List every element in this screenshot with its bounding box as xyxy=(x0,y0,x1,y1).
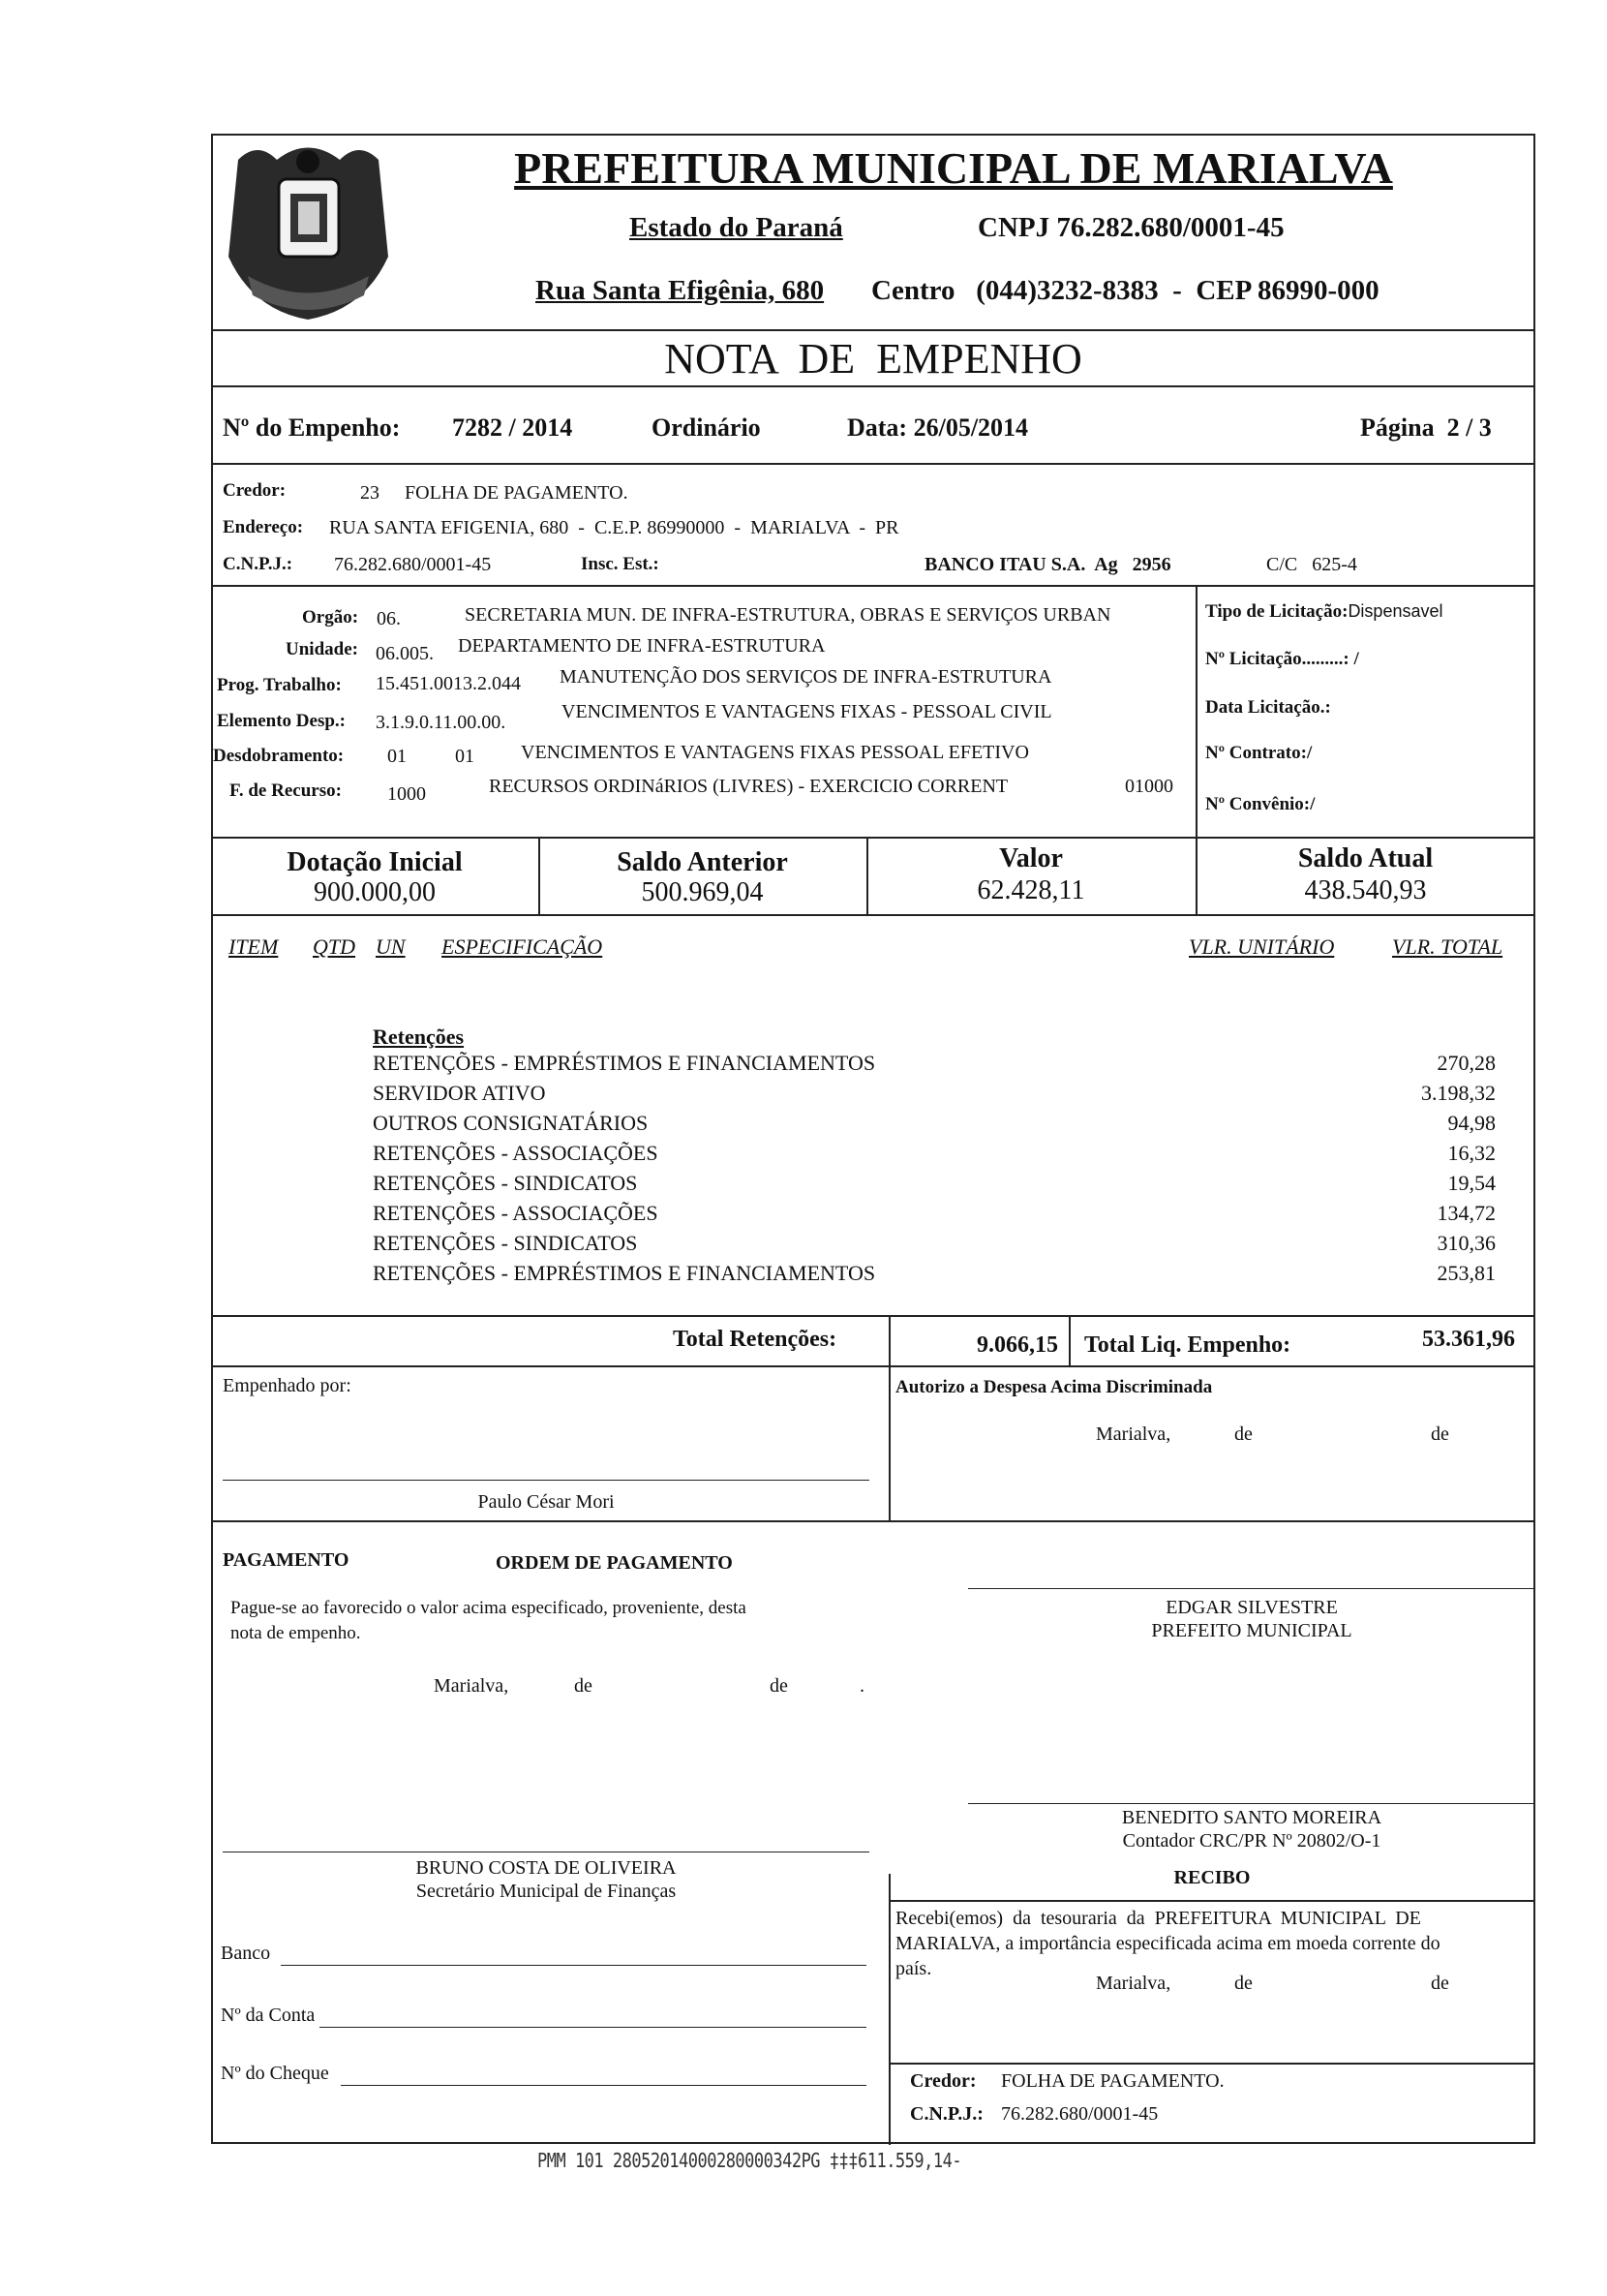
pagamento-de: de xyxy=(770,1675,788,1697)
dotacao-inicial-label: Dotação Inicial xyxy=(287,847,463,877)
licitacao-date: Data Licitação.: xyxy=(1205,697,1331,718)
state-name: Estado do Paraná xyxy=(629,212,843,243)
saldo-anterior-value: 500.969,04 xyxy=(641,877,764,907)
pagamento-city: Marialva, xyxy=(434,1675,509,1697)
retencao-desc: OUTROS CONSIGNATÁRIOS xyxy=(373,1111,649,1135)
divider xyxy=(889,1900,1535,1902)
credor-label: Credor: xyxy=(223,480,287,501)
pagamento-text: nota de empenho. xyxy=(230,1623,361,1643)
recurso-name: RECURSOS ORDINáRIOS (LIVRES) - EXERCICIO CORRENT xyxy=(489,776,1009,797)
desdobramento-name: VENCIMENTOS E VANTAGENS FIXAS PESSOAL EFETIVO xyxy=(521,742,1029,763)
recibo-text: MARIALVA, a importância especificada acima em moeda corrente do xyxy=(895,1933,1440,1954)
divider xyxy=(211,463,1535,465)
cheque-line xyxy=(341,2085,866,2086)
contrato-number: Nº Contrato:/ xyxy=(1205,743,1313,763)
recibo-title: RECIBO xyxy=(1173,1867,1251,1888)
divider xyxy=(211,1315,1535,1317)
retencoes-title: Retenções xyxy=(373,1025,465,1049)
saldo-anterior-label: Saldo Anterior xyxy=(617,847,788,877)
banco-label: Banco xyxy=(221,1943,271,1964)
retencao-value: 270,28 xyxy=(1437,1051,1496,1075)
recibo-text: país. xyxy=(895,1958,932,1979)
col-vlr-unitario: VLR. UNITÁRIO xyxy=(1189,934,1335,959)
pagamento-de: de xyxy=(574,1675,592,1697)
list-item xyxy=(373,1108,1496,1138)
credor-cnpj: 76.282.680/0001-45 xyxy=(334,554,492,575)
list-item xyxy=(373,1258,1496,1288)
secretario-role: Secretário Municipal de Finanças xyxy=(415,1881,677,1902)
divider xyxy=(889,2063,1535,2065)
list-item xyxy=(373,1048,1496,1078)
footer-cnpj-label: C.N.P.J.: xyxy=(910,2103,984,2125)
total-retencoes-label: Total Retenções: xyxy=(673,1327,837,1352)
total-retencoes-value: 9.066,15 xyxy=(977,1332,1058,1358)
autorizo-de: de xyxy=(1431,1424,1449,1445)
list-item xyxy=(373,1198,1496,1228)
unidade-name: DEPARTAMENTO DE INFRA-ESTRUTURA xyxy=(458,635,826,657)
divider xyxy=(211,329,1535,331)
unidade-code: 06.005. xyxy=(376,643,434,664)
coat-of-arms-logo xyxy=(219,140,398,324)
header-cnpj: CNPJ 76.282.680/0001-45 xyxy=(978,212,1285,243)
desdobramento-code: 01 xyxy=(387,746,407,767)
elemento-label: Elemento Desp.: xyxy=(217,711,346,731)
prog-code: 15.451.0013.2.044 xyxy=(376,673,521,694)
autorizo-city: Marialva, xyxy=(1096,1424,1171,1445)
retencao-desc: RETENÇÕES - SINDICATOS xyxy=(373,1171,638,1195)
desdobramento-code: 01 xyxy=(455,746,474,767)
footer-credor-label: Credor: xyxy=(910,2070,977,2092)
retencao-desc: RETENÇÕES - EMPRÉSTIMOS E FINANCIAMENTOS xyxy=(373,1051,876,1075)
retencao-value: 134,72 xyxy=(1437,1201,1496,1225)
divider xyxy=(211,837,1535,839)
recibo-city: Marialva, xyxy=(1096,1973,1171,1994)
contador-name: BENEDITO SANTO MOREIRA xyxy=(1121,1807,1382,1828)
recibo-de: de xyxy=(1431,1973,1449,1994)
autorizo-de: de xyxy=(1234,1424,1253,1445)
header-contact: Centro (044)3232-8383 - CEP 86990-000 xyxy=(871,275,1380,306)
desdobramento-label: Desdobramento: xyxy=(213,746,345,766)
licitacao-type-value: Dispensavel xyxy=(1348,601,1443,621)
bank-info: BANCO ITAU S.A. Ag 2956 xyxy=(925,554,1171,575)
recurso-code-secondary: 01000 xyxy=(1125,776,1173,797)
recurso-label: F. de Recurso: xyxy=(229,781,342,801)
col-qtd: QTD xyxy=(313,934,356,959)
col-vlr-total: VLR. TOTAL xyxy=(1392,934,1503,959)
bank-account: C/C 625-4 xyxy=(1266,554,1357,575)
credor-address: RUA SANTA EFIGENIA, 680 - C.E.P. 86990000 - MARIALVA - PR xyxy=(329,517,899,538)
retencao-desc: RETENÇÕES - SINDICATOS xyxy=(373,1231,638,1255)
secretario-name: BRUNO COSTA DE OLIVEIRA xyxy=(415,1857,677,1879)
total-liq-label: Total Liq. Empenho: xyxy=(1084,1332,1291,1358)
orgao-label: Orgão: xyxy=(302,607,359,628)
retencao-desc: RETENÇÕES - ASSOCIAÇÕES xyxy=(373,1141,658,1165)
signature-line xyxy=(968,1803,1535,1804)
empenho-date: Data: 26/05/2014 xyxy=(847,413,1029,442)
list-item xyxy=(373,1078,1496,1108)
retencoes-list xyxy=(373,1048,1496,1288)
divider xyxy=(1069,1315,1071,1365)
banco-line xyxy=(281,1965,866,1966)
divider xyxy=(889,1874,891,2145)
pagamento-label: PAGAMENTO xyxy=(223,1549,349,1571)
empenho-label: Nº do Empenho: xyxy=(223,413,401,442)
orgao-code: 06. xyxy=(377,608,401,629)
conta-line xyxy=(319,2027,866,2028)
cnpj-label: C.N.P.J.: xyxy=(223,554,293,574)
retencao-desc: RETENÇÕES - EMPRÉSTIMOS E FINANCIAMENTOS xyxy=(373,1261,876,1285)
recibo-text: Recebi(emos) da tesouraria da PREFEITURA MUNICIPAL DE xyxy=(895,1908,1421,1929)
page-number: Página 2 / 3 xyxy=(1360,413,1492,442)
credor-code: 23 xyxy=(360,482,379,504)
list-item xyxy=(373,1168,1496,1198)
prog-label: Prog. Trabalho: xyxy=(217,675,342,695)
retencao-value: 19,54 xyxy=(1447,1171,1496,1195)
prog-name: MANUTENÇÃO DOS SERVIÇOS DE INFRA-ESTRUTURA xyxy=(560,666,1052,688)
saldo-atual-label: Saldo Atual xyxy=(1297,843,1434,873)
divider xyxy=(211,1365,1535,1367)
credor-name: FOLHA DE PAGAMENTO. xyxy=(405,482,628,504)
licitacao-number: Nº Licitação.........: / xyxy=(1205,649,1359,669)
saldo-atual-value: 438.540,93 xyxy=(1304,875,1427,905)
ordem-pagamento-label: ORDEM DE PAGAMENTO xyxy=(496,1552,733,1574)
total-liq-value: 53.361,96 xyxy=(1422,1327,1515,1352)
unidade-label: Unidade: xyxy=(286,639,358,659)
licitacao-type-label-text: Tipo de Licitação: xyxy=(1205,601,1349,622)
divider xyxy=(211,585,1535,587)
retencao-value: 3.198,32 xyxy=(1421,1081,1496,1105)
pagamento-text: Pague-se ao favorecido o valor acima especificado, proveniente, desta xyxy=(230,1598,746,1618)
footer-cnpj: 76.282.680/0001-45 xyxy=(1001,2103,1159,2125)
divider xyxy=(889,1365,891,1520)
licitacao-type-label xyxy=(1205,601,1443,623)
retencao-value: 94,98 xyxy=(1447,1111,1496,1135)
recibo-de: de xyxy=(1234,1973,1253,1994)
header-address: Rua Santa Efigênia, 680 xyxy=(535,275,825,306)
autorizo-label: Autorizo a Despesa Acima Discriminada xyxy=(895,1377,1213,1397)
divider xyxy=(211,914,1535,916)
empenhado-label: Empenhado por: xyxy=(223,1375,351,1396)
dotacao-inicial-value: 900.000,00 xyxy=(314,877,436,907)
footer-credor-name: FOLHA DE PAGAMENTO. xyxy=(1001,2070,1225,2092)
signature-line xyxy=(223,1480,869,1481)
list-item xyxy=(373,1228,1496,1258)
col-especificacao: ESPECIFICAÇÃO xyxy=(441,934,603,959)
list-item xyxy=(373,1138,1496,1168)
retencao-value: 310,36 xyxy=(1437,1231,1496,1255)
payment-stamp: PMM 101 28052014000280000342PG ‡‡‡611.559,14- xyxy=(537,2150,962,2173)
document-title: NOTA DE EMPENHO xyxy=(664,335,1082,383)
signature-line xyxy=(968,1588,1535,1589)
retencao-desc: RETENÇÕES - ASSOCIAÇÕES xyxy=(373,1201,658,1225)
recurso-code: 1000 xyxy=(387,783,426,805)
insc-est-label: Insc. Est.: xyxy=(581,554,659,574)
convenio-number: Nº Convênio:/ xyxy=(1205,794,1316,814)
empenhado-name: Paulo César Mori xyxy=(477,1491,615,1513)
endereco-label: Endereço: xyxy=(223,517,304,537)
valor-value: 62.428,11 xyxy=(977,875,1085,905)
valor-label: Valor xyxy=(999,843,1063,873)
contador-role: Contador CRC/PR Nº 20802/O-1 xyxy=(1122,1830,1381,1852)
cheque-label: Nº do Cheque xyxy=(221,2063,329,2084)
conta-label: Nº da Conta xyxy=(221,2005,316,2026)
retencao-value: 253,81 xyxy=(1437,1261,1496,1285)
elemento-name: VENCIMENTOS E VANTAGENS FIXAS - PESSOAL CIVIL xyxy=(561,701,1052,722)
empenho-number: 7282 / 2014 xyxy=(452,413,573,442)
divider xyxy=(211,385,1535,387)
orgao-name: SECRETARIA MUN. DE INFRA-ESTRUTURA, OBRAS E SERVIÇOS URBAN xyxy=(465,604,1111,626)
retencao-desc: SERVIDOR ATIVO xyxy=(373,1081,546,1105)
elemento-code: 3.1.9.0.11.00.00. xyxy=(376,712,506,733)
pagamento-period: . xyxy=(860,1675,864,1697)
divider xyxy=(211,1520,1535,1522)
col-item: ITEM xyxy=(228,934,279,959)
prefeito-name: EDGAR SILVESTRE xyxy=(1166,1597,1338,1618)
prefeito-role: PREFEITO MUNICIPAL xyxy=(1151,1620,1352,1641)
page-title: PREFEITURA MUNICIPAL DE MARIALVA xyxy=(514,143,1393,193)
col-un: UN xyxy=(376,934,406,959)
empenho-type: Ordinário xyxy=(652,413,761,442)
divider xyxy=(1196,585,1198,837)
retencao-value: 16,32 xyxy=(1447,1141,1496,1165)
